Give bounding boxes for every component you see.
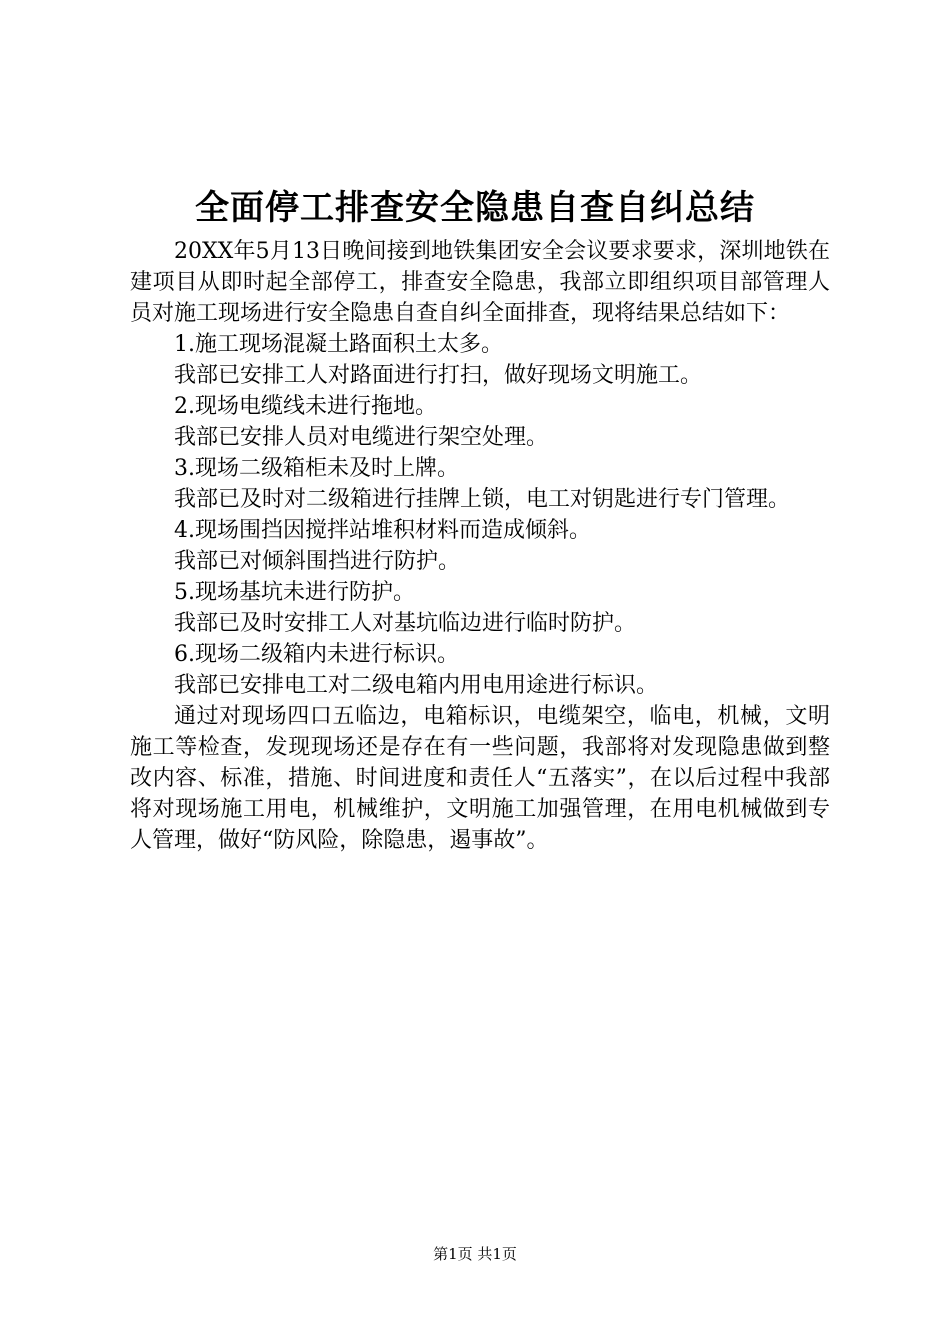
action-item-3: 我部已及时对二级箱进行挂牌上锁，电工对钥匙进行专门管理。 xyxy=(174,487,791,512)
action-item-6: 我部已安排电工对二级电箱内用电用途进行标识。 xyxy=(174,673,659,698)
conclusion-paragraph: 通过对现场四口五临边，电箱标识，电缆架空，临电，机械，文明施工等检查，发现现场还是存在有一些问题，我部将对发现隐患做到整改内容、标准，措施、时间进度和责任人“五落实”，在以后过程中我部将对现场施工用电，机械维护，文明施工加强管理，在用电机械做到专人管理，做好“防风险，除隐患，遏事故”。 xyxy=(130,704,830,853)
action-item-1: 我部已安排工人对路面进行打扫，做好现场文明施工。 xyxy=(174,363,703,388)
action-item-5: 我部已及时安排工人对基坑临边进行临时防护。 xyxy=(174,611,637,636)
page-footer: 第1页 共1页 xyxy=(433,1245,517,1263)
issue-item-5: 5.现场基坑未进行防护。 xyxy=(174,580,415,605)
action-item-4: 我部已对倾斜围挡进行防护。 xyxy=(174,549,461,574)
issue-item-6: 6.现场二级箱内未进行标识。 xyxy=(174,642,459,667)
action-item-2: 我部已安排人员对电缆进行架空处理。 xyxy=(174,425,549,450)
document-title: 全面停工排查安全隐患自查自纠总结 xyxy=(195,188,755,228)
issue-item-1: 1.施工现场混凝土路面积土太多。 xyxy=(174,332,503,357)
issue-item-4: 4.现场围挡因搅拌站堆积材料而造成倾斜。 xyxy=(174,518,591,543)
document-body xyxy=(130,236,830,856)
issue-item-3: 3.现场二级箱柜未及时上牌。 xyxy=(174,456,459,481)
intro-paragraph: 20XX年5月13日晚间接到地铁集团安全会议要求要求，深圳地铁在建项目从即时起全部停工，排查安全隐患，我部立即组织项目部管理人员对施工现场进行安全隐患自查自纠全面排查，现将结果总结如下： xyxy=(130,239,830,326)
issue-item-2: 2.现场电缆线未进行拖地。 xyxy=(174,394,437,419)
